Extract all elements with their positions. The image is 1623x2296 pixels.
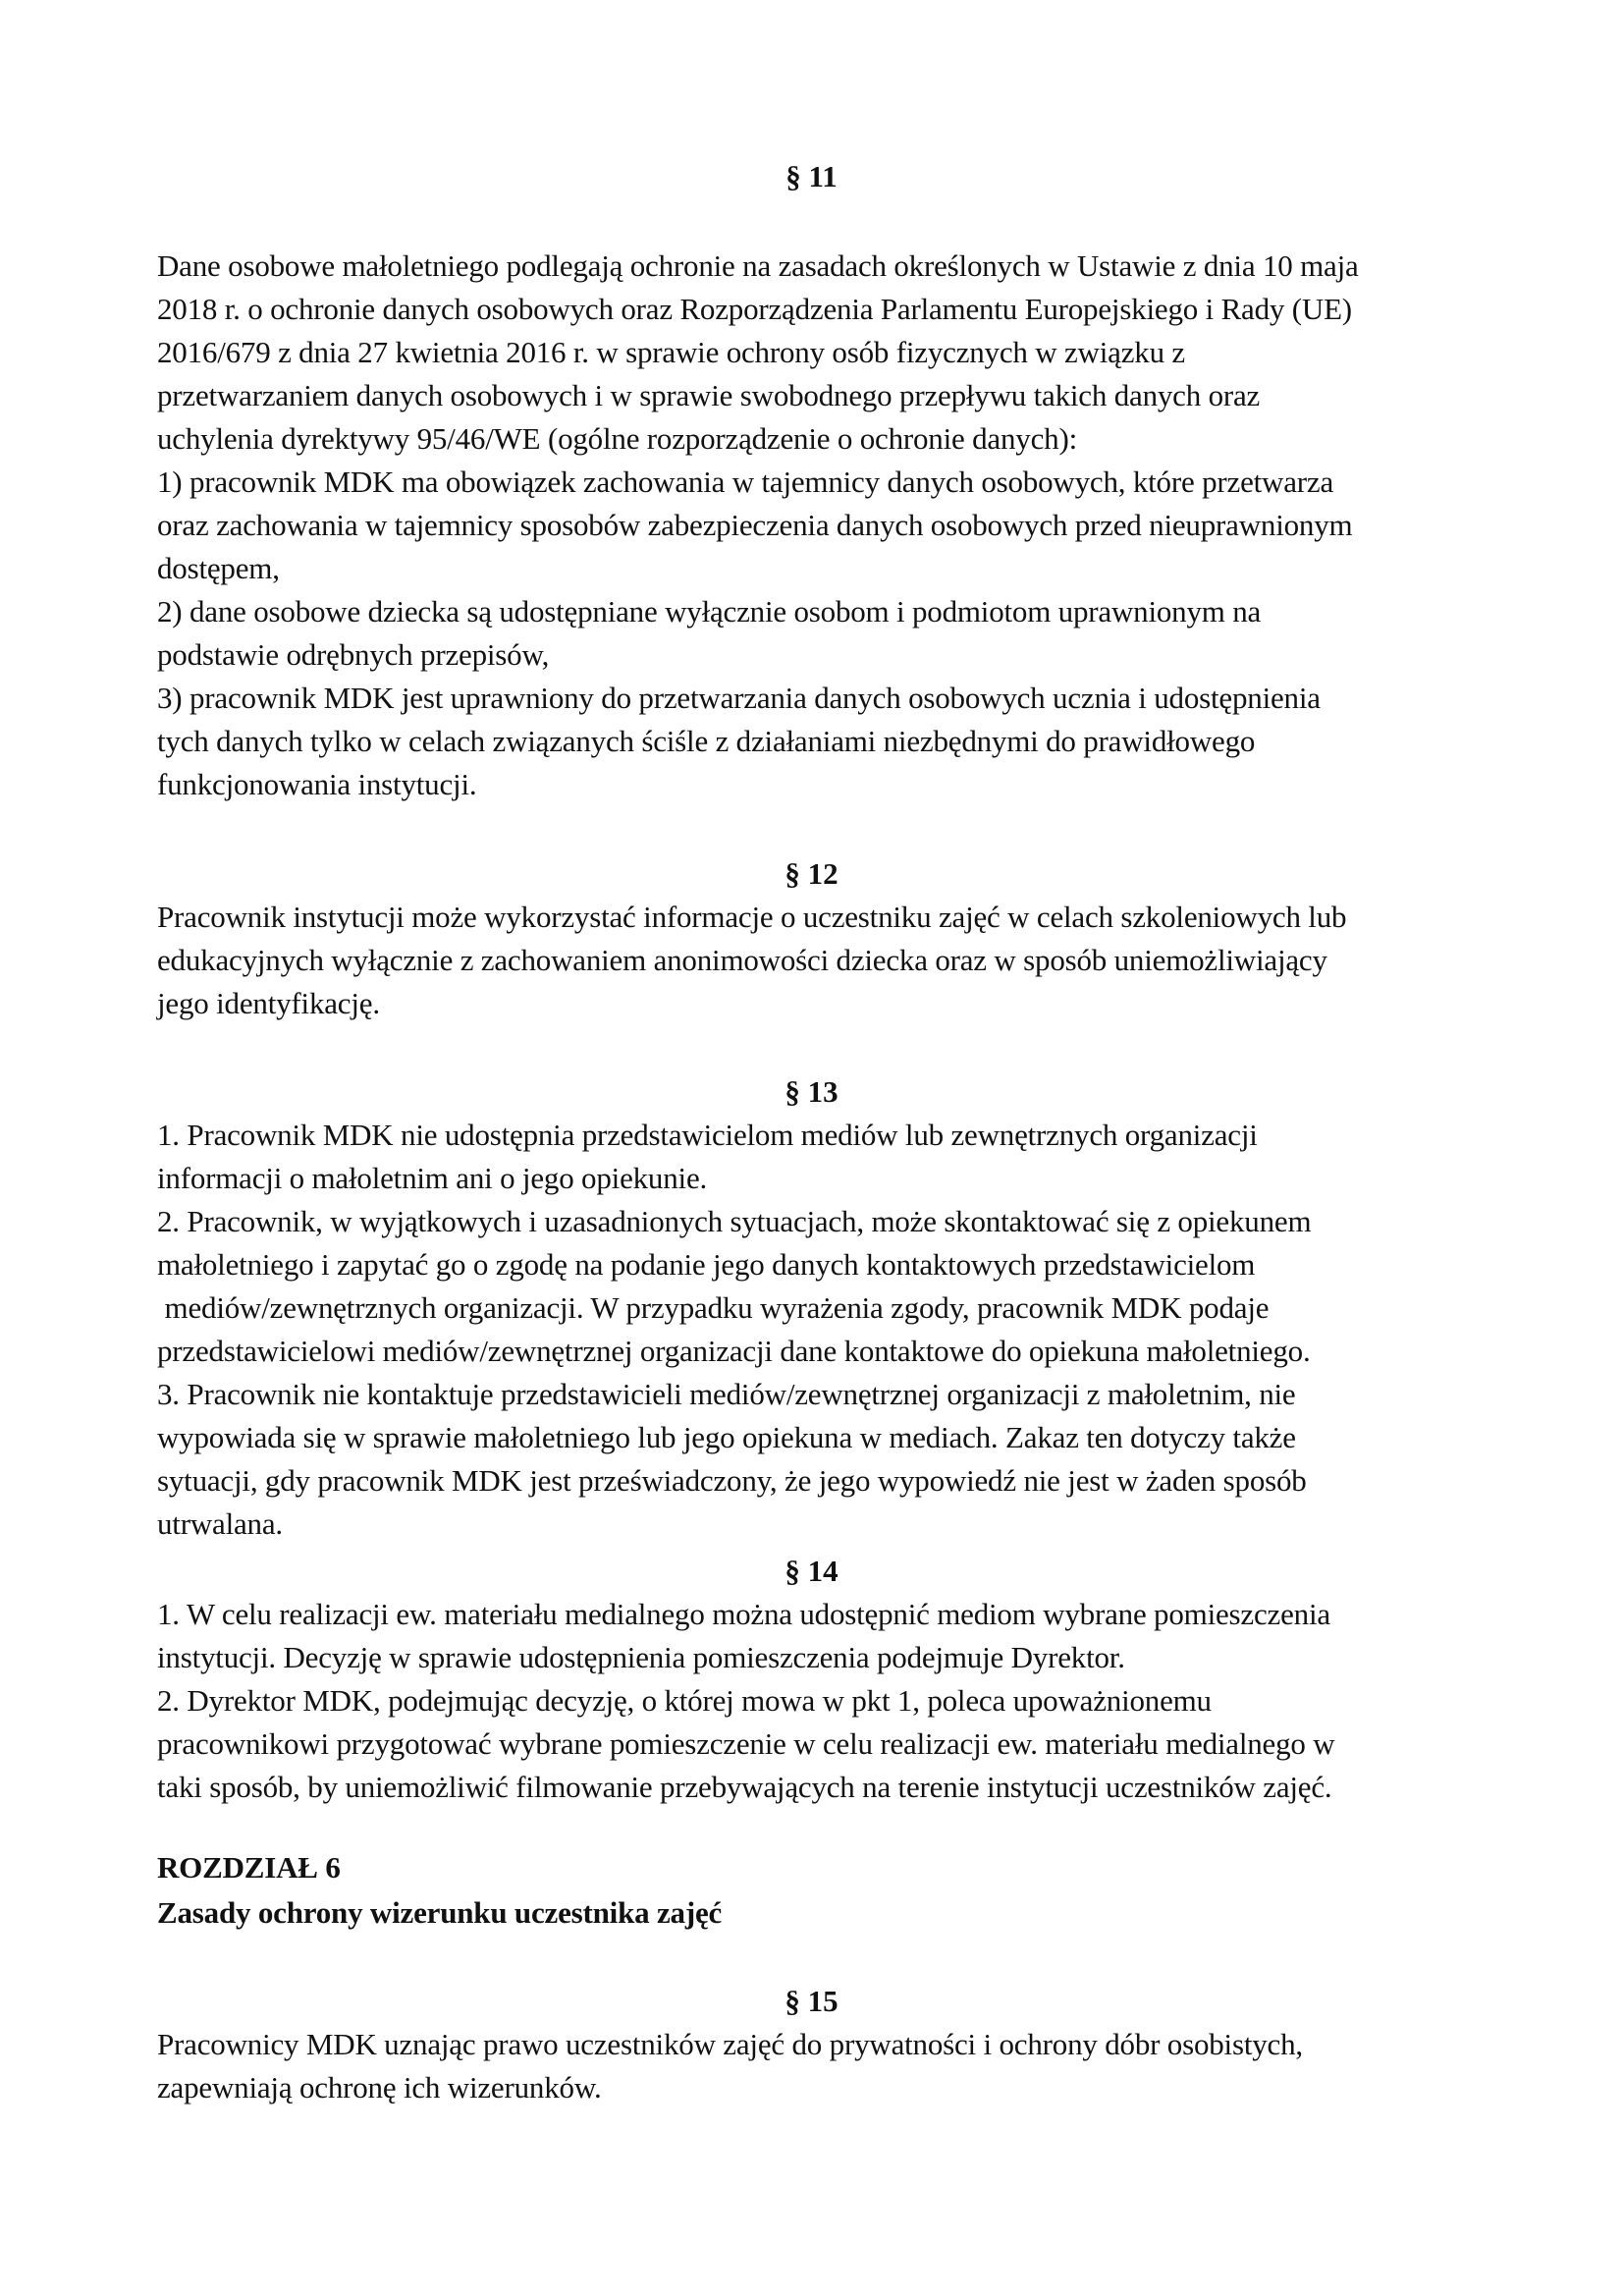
list-item-line: taki sposób, by uniemożliwić filmowanie przebywających na terenie instytucji uczestników zajęć. bbox=[157, 1770, 1332, 1804]
list-item-line: informacji o małoletnim ani o jego opiekunie. bbox=[157, 1161, 708, 1195]
list-item-line: 2) dane osobowe dziecka są udostępniane wyłącznie osobom i podmiotom uprawnionym na bbox=[157, 594, 1262, 629]
list-item-line: wypowiada się w sprawie małoletniego lub jego opiekuna w mediach. Zakaz ten dotyczy także bbox=[157, 1420, 1296, 1454]
list-item-line: utrwalana. bbox=[157, 1506, 283, 1541]
list-item-line: 2. Dyrektor MDK, podejmując decyzję, o której mowa w pkt 1, poleca upoważnionemu bbox=[157, 1683, 1212, 1718]
paragraph-line: Pracownik instytucji może wykorzystać informacje o uczestniku zajęć w celach szkoleniowych lub bbox=[157, 900, 1347, 934]
list-item-line: sytuacji, gdy pracownik MDK jest przeświadczony, że jego wypowiedź nie jest w żaden sposób bbox=[157, 1463, 1307, 1498]
list-item-line: 1) pracownik MDK ma obowiązek zachowania w tajemnicy danych osobowych, które przetwarza bbox=[157, 465, 1334, 499]
list-item-line: funkcjonowania instytucji. bbox=[157, 767, 477, 801]
list-item-line: tych danych tylko w celach związanych ściśle z działaniami niezbędnymi do prawidłowego bbox=[157, 724, 1256, 758]
paragraph-line: Pracownicy MDK uznając prawo uczestników zajęć do prywatności i ochrony dóbr osobistych, bbox=[157, 2027, 1303, 2061]
paragraph-line: zapewniają ochronę ich wizerunków. bbox=[157, 2070, 602, 2105]
list-item-line: mediów/zewnętrznych organizacji. W przypadku wyrażenia zgody, pracownik MDK podaje bbox=[157, 1290, 1270, 1325]
list-item-line: podstawie odrębnych przepisów, bbox=[157, 637, 550, 672]
list-item-line: 3) pracownik MDK jest uprawniony do przetwarzania danych osobowych ucznia i udostępnienia bbox=[157, 681, 1321, 715]
list-item-line: pracownikowi przygotować wybrane pomieszczenie w celu realizacji ew. materiału medialnego w bbox=[157, 1726, 1335, 1761]
list-item-line: 2. Pracownik, w wyjątkowych i uzasadnionych sytuacjach, może skontaktować się z opiekunem bbox=[157, 1204, 1312, 1238]
paragraph-line: uchylenia dyrektywy 95/46/WE (ogólne rozporządzenie o ochronie danych): bbox=[157, 421, 1077, 456]
paragraph-line: edukacyjnych wyłącznie z zachowaniem anonimowości dziecka oraz w sposób uniemożliwiający bbox=[157, 943, 1327, 977]
paragraph-line: jego identyfikację. bbox=[157, 986, 380, 1020]
section-heading-12: § 12 bbox=[784, 856, 839, 891]
list-item-line: małoletniego i zapytać go o zgodę na podanie jego danych kontaktowych przedstawicielom bbox=[157, 1247, 1256, 1282]
section-heading-14: § 14 bbox=[784, 1554, 839, 1588]
chapter-label: ROZDZIAŁ 6 bbox=[157, 1850, 341, 1885]
section-heading-11: § 11 bbox=[785, 159, 838, 193]
list-item-line: oraz zachowania w tajemnicy sposobów zabezpieczenia danych osobowych przed nieuprawnionym bbox=[157, 508, 1353, 542]
section-heading-13: § 13 bbox=[784, 1074, 839, 1109]
list-item-line: przedstawicielowi mediów/zewnętrznej organizacji dane kontaktowe do opiekuna małoletniego. bbox=[157, 1334, 1311, 1368]
list-item-line: 1. W celu realizacji ew. materiału medialnego można udostępnić mediom wybrane pomieszczenia bbox=[157, 1597, 1330, 1631]
list-item-line: 1. Pracownik MDK nie udostępnia przedstawicielom mediów lub zewnętrznych organizacji bbox=[157, 1118, 1258, 1152]
section-heading-15: § 15 bbox=[784, 1984, 839, 2018]
paragraph-line: przetwarzaniem danych osobowych i w sprawie swobodnego przepływu takich danych oraz bbox=[157, 378, 1261, 412]
paragraph-line: 2018 r. o ochronie danych osobowych oraz Rozporządzenia Parlamentu Europejskiego i Rady (UE) bbox=[157, 292, 1352, 326]
list-item-line: dostępem, bbox=[157, 551, 280, 585]
chapter-title: Zasady ochrony wizerunku uczestnika zajęć bbox=[157, 1895, 723, 1930]
list-item-line: 3. Pracownik nie kontaktuje przedstawicieli mediów/zewnętrznej organizacji z małoletnim, nie bbox=[157, 1377, 1296, 1411]
paragraph-line: Dane osobowe małoletniego podlegają ochronie na zasadach określonych w Ustawie z dnia 10 maja bbox=[157, 248, 1359, 283]
paragraph-line: 2016/679 z dnia 27 kwietnia 2016 r. w sprawie ochrony osób fizycznych w związku z bbox=[157, 335, 1185, 369]
list-item-line: instytucji. Decyzję w sprawie udostępnienia pomieszczenia podejmuje Dyrektor. bbox=[157, 1640, 1125, 1674]
